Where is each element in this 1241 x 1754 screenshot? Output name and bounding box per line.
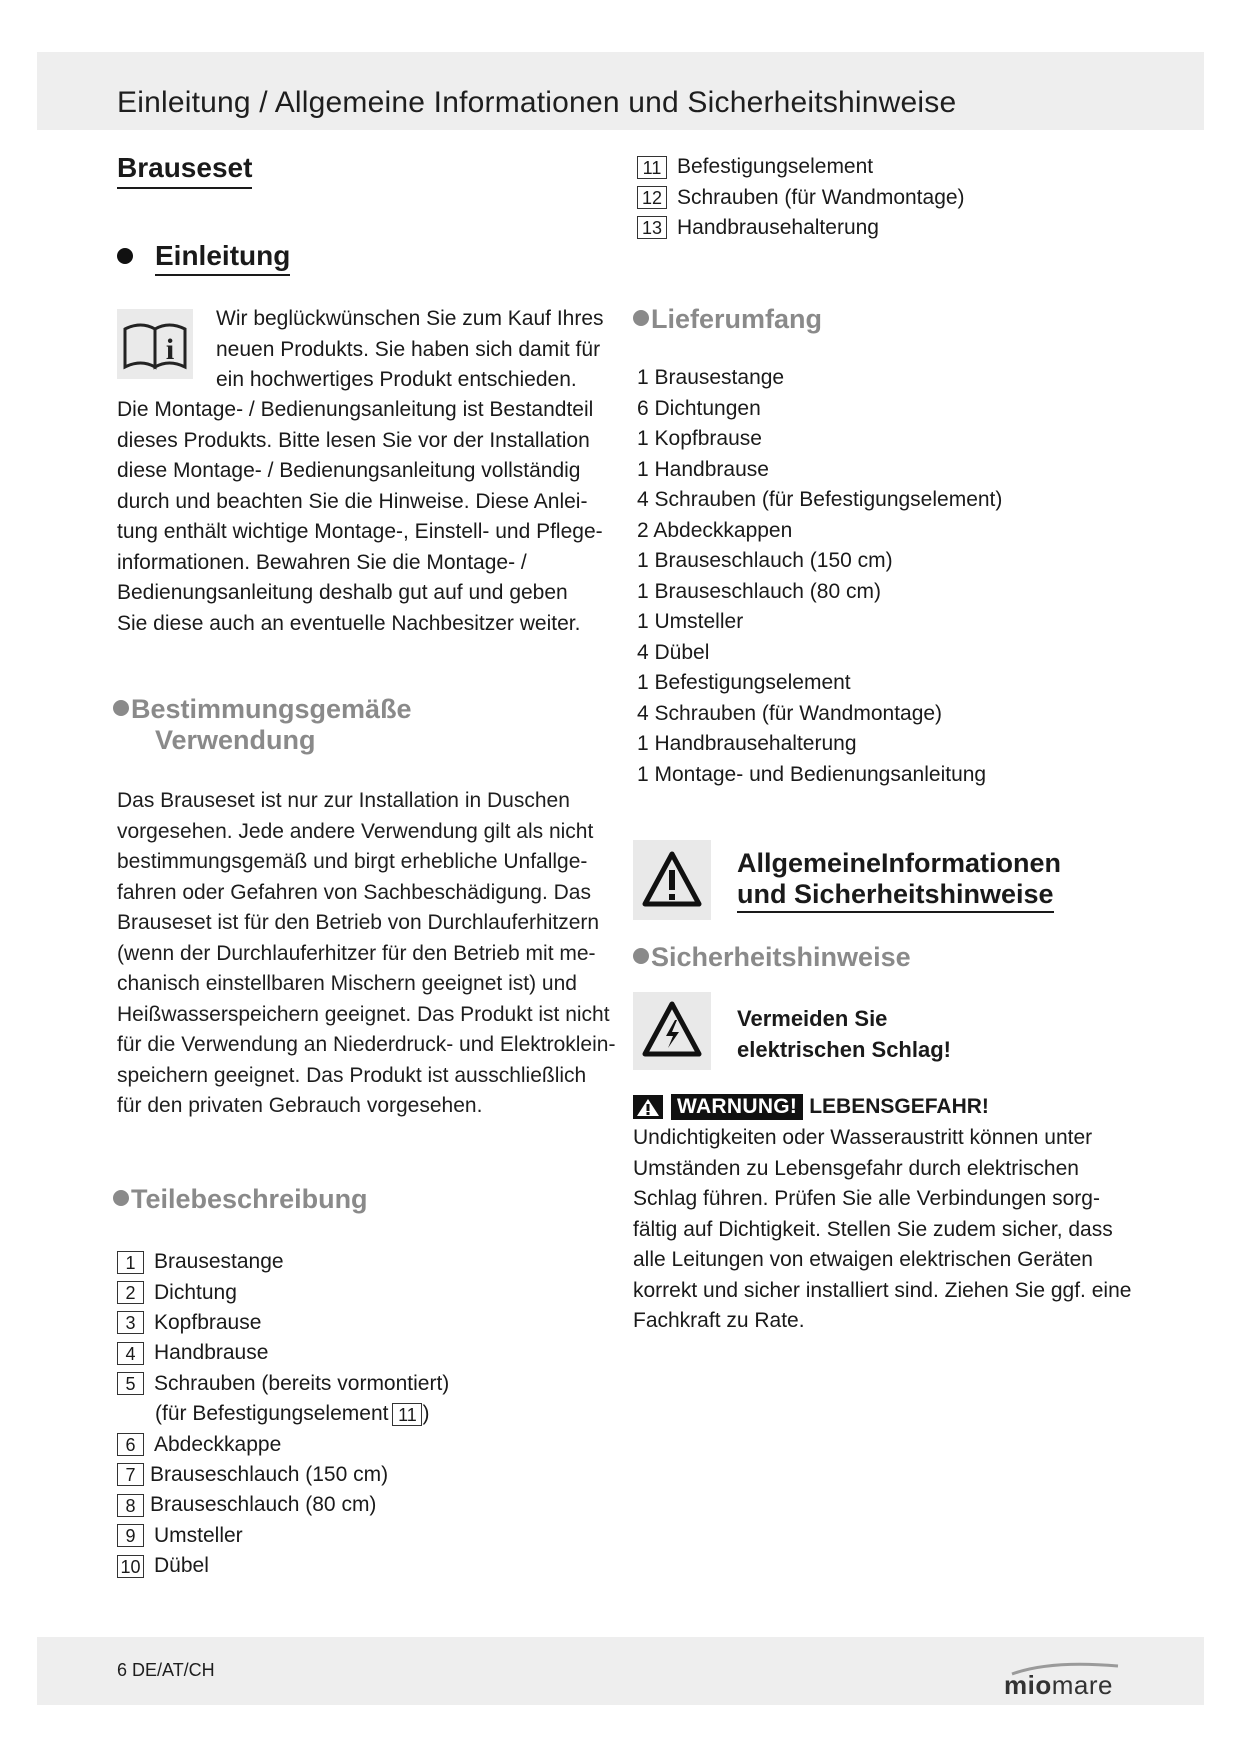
intro-line: Sie diese auch an eventuelle Nachbesitzer weiter. [117,611,581,635]
shock-warning-text [737,1003,951,1065]
intro-paragraph [117,395,617,639]
part-label: (für Befestigungselement [155,1402,389,1426]
list-item [637,213,965,243]
usage-line: (wenn der Durchlauferhitzer für den Betrieb mit me- [117,941,596,965]
part-label: Dichtung [154,1280,237,1304]
part-label-suffix: ) [422,1402,430,1426]
list-item [117,1277,449,1307]
intro-line: Wir beglückwünschen Sie zum Kauf Ihres [216,307,604,330]
delivery-heading [633,304,822,335]
usage-line: für die Verwendung an Niederdruck- und Elektroklein- [117,1033,616,1056]
part-label: Befestigungselement [677,155,874,179]
part-label: Brauseschlauch (150 cm) [150,1462,389,1486]
intro-heading: Einleitung [155,240,290,276]
list-item [117,1369,449,1399]
info-book-icon [117,309,193,379]
list-item: 4 Dübel [637,640,710,664]
intro-heading-wrap [117,240,290,272]
usage-line: Heißwasserspeichern geeignet. Das Produkt ist nicht [117,1002,610,1026]
usage-heading-line-2: Verwendung [155,725,316,755]
part-number: 6 [117,1433,144,1456]
intro-line: durch und beachten Sie die Hinweise. Diese Anlei- [117,489,588,513]
delivery-list [637,363,1002,790]
part-number: 4 [117,1342,144,1365]
bullet-icon [113,1190,129,1206]
list-item: 4 Schrauben (für Befestigungselement) [637,488,1003,511]
part-label: Umsteller [154,1523,243,1547]
general-heading-line-2: und Sicherheitshinweise [737,879,1054,913]
list-item: 1 Handbrausehalterung [637,732,857,755]
svg-text:i: i [165,333,175,366]
list-item: 1 Montage- und Bedienungsanleitung [637,762,987,786]
list-item [637,182,965,212]
part-number: 2 [117,1281,144,1304]
warning-line: alle Leitungen von etwaigen elektrischen Geräten [633,1248,1093,1271]
list-item [117,1521,449,1551]
parts-list [117,1247,449,1581]
shock-line-1: Vermeiden Sie [737,1006,888,1031]
list-item-continuation [117,1399,449,1429]
delivery-heading-text: Lieferumfang [651,304,823,334]
part-label: Dübel [154,1554,209,1578]
list-item [117,1460,449,1490]
brand-rest: mare [1051,1670,1113,1700]
intro-line: ein hochwertiges Produkt entschieden. [216,368,577,391]
list-item [637,152,965,182]
general-info-heading [737,848,1061,910]
part-number: 11 [637,156,667,179]
warning-line: Schlag führen. Prüfen Sie alle Verbindungen sorg- [633,1187,1100,1210]
warning-title-line [633,1094,989,1120]
part-number: 10 [117,1555,144,1578]
intro-line: informationen. Bewahren Sie die Montage- / [117,550,527,574]
parts-list-continued [637,152,965,243]
list-item [117,1308,449,1338]
usage-line: chanisch einstellbaren Mischern geeignet ist) und [117,972,577,995]
warning-title: LEBENSGEFAHR! [809,1095,989,1118]
warning-line: fältig auf Dichtigkeit. Stellen Sie zudem sicher, dass [633,1217,1113,1241]
part-number: 3 [117,1311,144,1334]
part-number: 5 [117,1372,144,1395]
warning-small-icon [633,1095,663,1119]
part-number: 7 [117,1463,144,1486]
list-item [117,1429,449,1459]
part-label: Schrauben (für Wandmontage) [677,185,965,209]
usage-line: vorgesehen. Jede andere Verwendung gilt als nicht [117,819,594,843]
usage-paragraph [117,786,617,1122]
intro-line: neuen Produkts. Sie haben sich damit für [216,337,601,361]
usage-heading [113,694,412,756]
part-label: Brauseschlauch (80 cm) [150,1493,377,1517]
intro-line: Bedienungsanleitung deshalb gut auf und geben [117,581,568,604]
part-label: Abdeckkappe [154,1432,282,1456]
list-item: 1 Befestigungselement [637,671,851,694]
list-item [117,1247,449,1277]
warning-paragraph [633,1123,1133,1337]
part-label: Schrauben (bereits vormontiert) [154,1371,450,1395]
list-item: 1 Kopfbrause [637,427,762,450]
brand-bold: mio [1004,1670,1052,1700]
parts-heading [113,1184,368,1215]
list-item: 1 Brausestange [637,366,785,389]
list-item [117,1551,449,1581]
intro-line: tung enthält wichtige Montage-, Einstell- und Pflege- [117,520,603,543]
usage-line: Brauseset ist für den Betrieb von Durchlauferhitzern [117,911,600,934]
part-number: 8 [117,1494,144,1517]
list-item: 1 Handbrause [637,457,769,481]
list-item: 1 Umsteller [637,610,744,633]
parts-heading-text: Teilebeschreibung [131,1184,368,1214]
usage-heading-line-1: Bestimmungsgemäße [131,694,412,724]
usage-line: Das Brauseset ist nur zur Installation in Duschen [117,789,570,812]
page-title: Einleitung / Allgemeine Informationen und Sicherheitshinweise [117,86,957,119]
usage-line: bestimmungsgemäß und birgt erhebliche Unfallge- [117,850,588,873]
bullet-icon [117,248,133,264]
warning-line: korrekt und sicher installiert sind. Ziehen Sie ggf. eine [633,1278,1132,1302]
safety-heading [633,942,911,973]
part-label: Handbrause [154,1341,269,1365]
list-item: 6 Dichtungen [637,396,761,420]
intro-paragraph-indented [216,304,616,396]
intro-line: dieses Produkts. Bitte lesen Sie vor der Installation [117,428,590,452]
brand-logo [1004,1660,1124,1700]
warning-badge: WARNUNG! [671,1094,803,1120]
usage-line: für den privaten Gebrauch vorgesehen. [117,1094,483,1117]
warning-line: Undichtigkeiten oder Wasseraustritt können unter [633,1126,1093,1149]
warning-line: Fachkraft zu Rate. [633,1309,805,1332]
part-number: 12 [637,186,667,209]
list-item: 2 Abdeckkappen [637,518,793,542]
safety-heading-text: Sicherheitshinweise [651,942,911,972]
part-reference: 11 [392,1403,422,1426]
list-item: 1 Brauseschlauch (80 cm) [637,579,881,603]
list-item: 1 Brauseschlauch (150 cm) [637,549,893,572]
part-label: Kopfbrause [154,1310,262,1334]
bullet-icon [633,310,649,326]
list-item: 4 Schrauben (für Wandmontage) [637,701,943,725]
bullet-icon [633,948,649,964]
usage-line: fahren oder Gefahren von Sachbeschädigung. Das [117,880,591,904]
product-title: Brauseset [117,152,252,189]
list-item [117,1338,449,1368]
list-item [117,1490,449,1520]
part-label: Handbrausehalterung [677,215,879,239]
shock-line-2: elektrischen Schlag! [737,1037,951,1062]
bullet-icon [113,700,129,716]
general-heading-line-1: AllgemeineInformationen [737,848,1062,878]
electric-shock-icon [633,992,711,1070]
part-number: 1 [117,1251,144,1274]
intro-line: Die Montage- / Bedienungsanleitung ist Bestandteil [117,398,594,421]
page-info: 6 DE/AT/CH [117,1660,215,1680]
warning-triangle-icon [633,840,711,920]
part-label: Brausestange [154,1250,284,1274]
part-number: 9 [117,1524,144,1547]
warning-line: Umständen zu Lebensgefahr durch elektrischen [633,1156,1079,1180]
part-number: 13 [637,216,667,239]
usage-line: speichern geeignet. Das Produkt ist ausschließlich [117,1063,587,1087]
intro-line: diese Montage- / Bedienungsanleitung vollständig [117,459,581,482]
